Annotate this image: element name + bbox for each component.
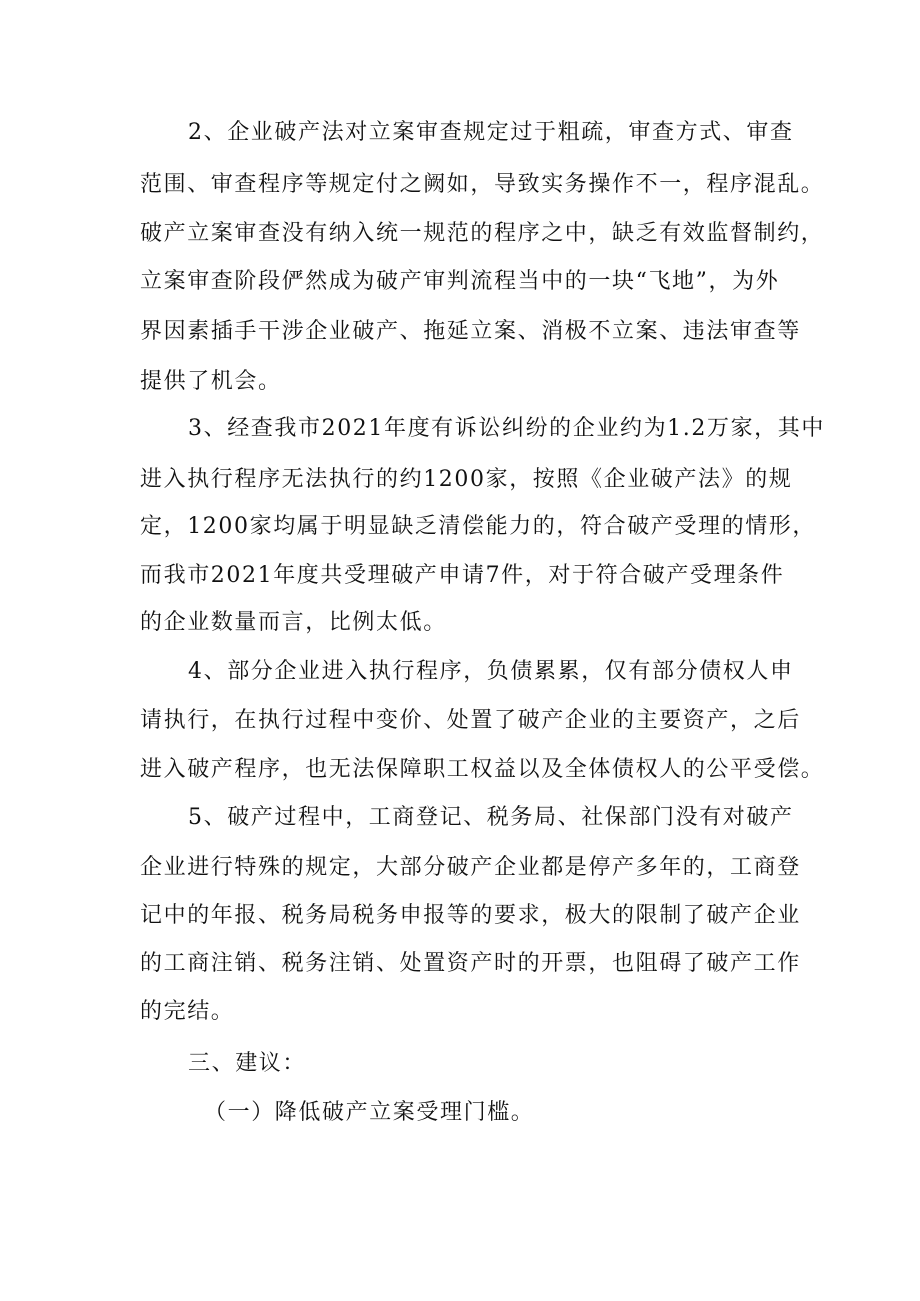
paragraph-5-line-5: 的完结。 (140, 999, 235, 1024)
paragraph-4-line-2: 请执行，在执行过程中变价、处置了破产企业的主要资产，之后 (140, 708, 801, 733)
paragraph-2-line-6: 提供了机会。 (140, 369, 282, 394)
paragraph-2-line-2: 范围、审查程序等规定付之阙如，导致实务操作不一，程序混乱。 (140, 172, 825, 197)
paragraph-5-line-4: 的工商注销、税务注销、处置资产时的开票，也阻碍了破产工作 (140, 951, 801, 976)
paragraph-5-line-1: 5、破产过程中，工商登记、税务局、社保部门没有对破产 (188, 805, 794, 830)
paragraph-4-line-3: 进入破产程序，也无法保障职工权益以及全体债权人的公平受偿。 (140, 757, 825, 782)
paragraph-3-line-3: 定，1200家均属于明显缺乏清偿能力的，符合破产受理的情形， (140, 514, 816, 539)
paragraph-3-line-2: 进入执行程序无法执行的约1200家，按照《企业破产法》的规 (140, 467, 793, 492)
paragraph-5-line-3: 记中的年报、税务局税务申报等的要求，极大的限制了破产企业 (140, 903, 801, 928)
paragraph-2-line-3: 破产立案审查没有纳入统一规范的程序之中，缺乏有效监督制约， (140, 221, 825, 246)
paragraph-2-line-5: 界因素插手干涉企业破产、拖延立案、消极不立案、违法审查等 (140, 319, 801, 344)
paragraph-5-line-2: 企业进行特殊的规定，大部分破产企业都是停产多年的，工商登 (140, 855, 801, 880)
paragraph-3-line-1: 3、经查我市2021年度有诉讼纠纷的企业约为1.2万家，其中 (188, 416, 825, 441)
subsection-heading: （一）降低破产立案受理门槛。 (204, 1100, 535, 1125)
section-heading: 三、建议： (188, 1051, 307, 1076)
paragraph-2-line-4: 立案审查阶段俨然成为破产审判流程当中的一块“飞地”，为外 (140, 269, 780, 294)
paragraph-2-line-1: 2、企业破产法对立案审查规定过于粗疏，审查方式、审查 (188, 120, 794, 145)
paragraph-3-line-4: 而我市2021年度共受理破产申请7件，对于符合破产受理条件 (140, 563, 785, 588)
paragraph-4-line-1: 4、部分企业进入执行程序，负债累累，仅有部分债权人申 (188, 659, 794, 684)
paragraph-3-line-5: 的企业数量而言，比例太低。 (140, 610, 447, 635)
